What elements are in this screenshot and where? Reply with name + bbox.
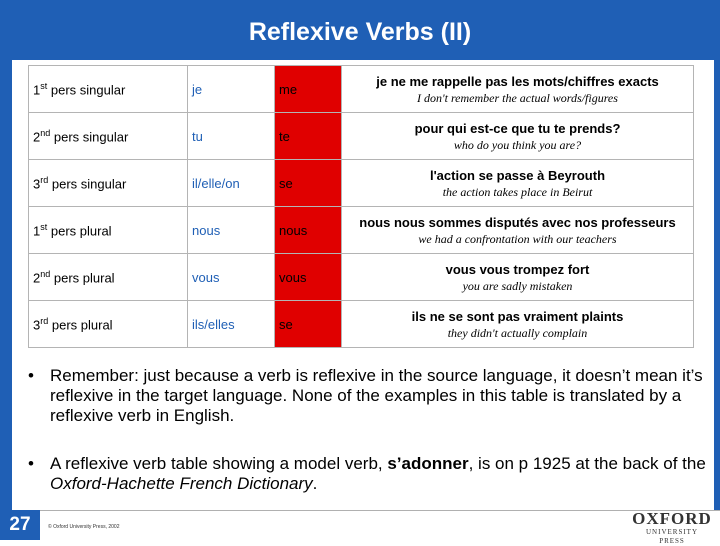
person-cell: 1st pers singular [29,66,188,113]
example-cell [342,207,694,254]
dictionary-title: Oxford-Hachette French Dictionary [50,474,313,493]
oxford-logo [632,510,712,546]
example-english: who do you think you are? [453,137,582,152]
bullet-dot-icon: • [28,454,34,473]
left-accent-bar [0,60,12,510]
example-cell [342,113,694,160]
person-cell: 2nd pers singular [29,113,188,160]
reflexive-pronoun-cell: me [275,66,342,113]
reflexive-pronoun-cell: te [275,113,342,160]
reflexive-pronoun-table [28,65,694,348]
pronoun-cell: tu [188,113,275,160]
example-english: you are sadly mistaken [462,278,573,293]
example-english: we had a confrontation with our teachers [418,231,617,246]
pronoun-cell: ils/elles [188,301,275,348]
example-cell [342,66,694,113]
example-english: they didn't actually complain [447,325,588,340]
person-cell: 3rd pers plural [29,301,188,348]
bullet-list [28,366,708,522]
example-french: ils ne se sont pas vraiment plaints [411,308,624,324]
copyright-notice: © Oxford University Press, 2002 [48,524,120,530]
example-french: pour qui est-ce que tu te prends? [414,120,621,136]
model-verb: s’adonner [387,454,469,473]
example-french: nous nous sommes disputés avec nos professeurs [359,214,676,230]
table-row [29,254,694,301]
table-row [29,66,694,113]
table-row [29,113,694,160]
footer-divider [0,510,720,511]
person-cell: 2nd pers plural [29,254,188,301]
example-french: je ne me rappelle pas les mots/chiffres exacts [376,73,659,89]
bullet-dot-icon: • [28,366,34,385]
example-cell [342,254,694,301]
example-french: vous vous trompez fort [445,261,590,277]
person-cell: 1st pers plural [29,207,188,254]
slide-title: Reflexive Verbs (II) [248,18,472,46]
person-cell: 3rd pers singular [29,160,188,207]
bullet-text: A reflexive verb table showing a model verb, s’adonner, is on p 1925 at the back of the Oxford-Hachette French Dictionary. [50,454,706,493]
bullet-text: Remember: just because a verb is reflexive in the source language, it doesn’t mean it’s reflexive in the target language. None of the examples in this table is translated by a reflexive verb in English. [50,366,703,425]
table-row [29,160,694,207]
reflexive-pronoun-cell: se [275,301,342,348]
table-row [29,301,694,348]
bullet-item [28,454,708,494]
table-row [29,207,694,254]
example-cell [342,301,694,348]
reflexive-pronoun-cell: nous [275,207,342,254]
pronoun-cell: je [188,66,275,113]
reflexive-pronoun-cell: se [275,160,342,207]
example-english: the action takes place in Beirut [442,184,593,199]
pronoun-cell: il/elle/on [188,160,275,207]
example-french: l'action se passe à Beyrouth [429,167,606,183]
reflexive-pronoun-cell: vous [275,254,342,301]
example-english: I don't remember the actual words/figures [417,90,618,105]
right-accent-bar [714,60,720,510]
bullet-item [28,366,708,426]
logo-subtitle: UNIVERSITY PRESS [646,528,698,545]
pronoun-cell: nous [188,207,275,254]
slide-number: 27 [0,510,40,540]
logo-wordmark: OXFORD [632,509,712,528]
example-cell [342,160,694,207]
pronoun-cell: vous [188,254,275,301]
